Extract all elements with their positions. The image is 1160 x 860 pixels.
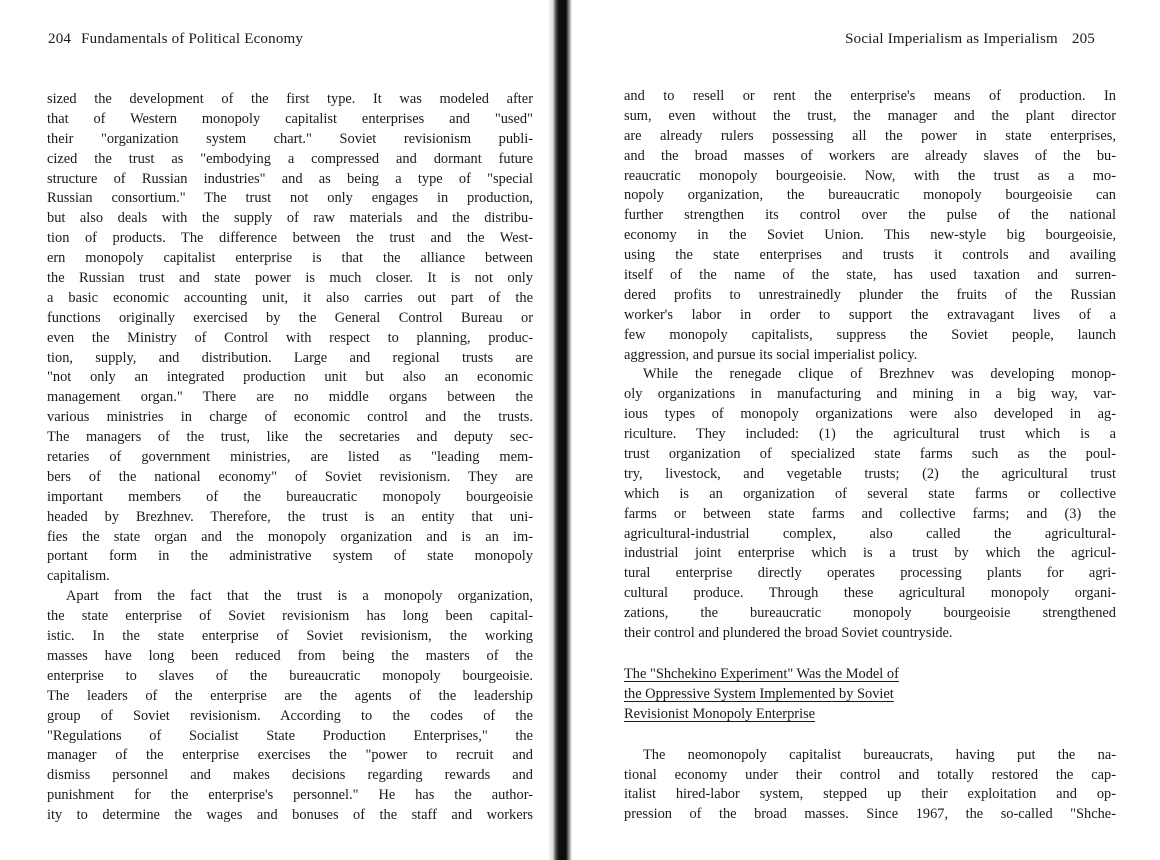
book-gutter [548, 0, 572, 860]
text-line: "not only an integrated production unit but also an economic [47, 369, 533, 386]
text-line: group of Soviet revisionism. According to the codes of the [47, 707, 533, 724]
text-line: tion of products. The difference between the trust and the West- [47, 230, 533, 247]
text-line: The leaders of the enterprise are the agents of the leadership [47, 687, 533, 704]
text-line: headed by Brezhnev. Therefore, the trust is an entity that uni- [47, 508, 533, 525]
text-line: the Russian trust and state power is much closer. It is not only [47, 270, 533, 287]
right-page-body-text [624, 87, 1116, 825]
text-line: worker's labor in order to support the extravagant lives of a [624, 306, 1116, 323]
text-line: istic. In the state enterprise of Soviet revisionism, the working [47, 628, 533, 645]
section-heading-line [624, 685, 1116, 705]
text-line: cultural produce. Through these agricultural monopoly organi- [624, 585, 1116, 602]
text-line: enterprise to slaves of the bureaucratic monopoly bourgeoisie. [47, 667, 533, 684]
text-line: trust organization of specialized state farms such as the poul- [624, 446, 1116, 463]
text-line: reaucratic monopoly bourgeoisie. Now, with the trust as a mo- [624, 167, 1116, 184]
text-line: capitalism. [47, 568, 110, 585]
text-line: The managers of the trust, like the secretaries and deputy sec- [47, 429, 533, 446]
text-line: their control and plundered the broad Soviet countryside. [624, 625, 953, 642]
text-line: ern monopoly capitalist enterprise is that the alliance between [47, 250, 533, 267]
text-line: industrial joint enterprise which is a trust by which the agricul- [624, 545, 1116, 562]
text-line: sum, even without the trust, the manager and the plant director [624, 107, 1116, 124]
text-line: portant form in the administrative system of state monopoly [47, 548, 533, 565]
text-line: punishment for the enterprise's personnel." He has the author- [47, 787, 533, 804]
left-page [0, 0, 548, 860]
running-head-right [845, 31, 1095, 48]
right-page [572, 0, 1160, 860]
text-line: tional economy under their control and totally restored the cap- [624, 766, 1116, 783]
text-line: further strengthen its control over the pulse of the national [624, 207, 1116, 224]
text-line: ious types of monopoly organizations were also developed in ag- [624, 406, 1116, 423]
section-heading-text: the Oppressive System Implemented by Soviet [624, 685, 894, 702]
page-number-left: 204 [48, 31, 72, 47]
text-line: economy in the Soviet Union. This new-style big bourgeoisie, [624, 227, 1116, 244]
text-line: which is an organization of several state farms or collective [624, 485, 1116, 502]
text-line: the state enterprise of Soviet revisionism has long been capital- [47, 608, 533, 625]
text-line: cized the trust as "embodying a compressed and dormant future [47, 150, 533, 167]
text-line: zations, the bureaucratic monopoly bourgeoisie strengthened [624, 605, 1116, 622]
text-line: but also deals with the supply of raw materials and the distribu- [47, 210, 533, 227]
text-line: aggression, and pursue its social imperialist policy. [624, 346, 918, 363]
section-heading-line [624, 665, 1116, 685]
text-line: that of Western monopoly capitalist enterprises and "used" [47, 110, 533, 127]
text-line: Russian consortium." The trust not only engages in production, [47, 190, 533, 207]
text-line: dered profits to unrestrainedly plunder the fruits of the Russian [624, 286, 1116, 303]
text-line: a basic economic accounting unit, it also carries out part of the [47, 289, 533, 306]
text-line: agricultural-industrial complex, also called the agricultural- [624, 525, 1116, 542]
text-line: Apart from the fact that the trust is a monopoly organization, [66, 588, 533, 605]
text-line: dismiss personnel and makes decisions regarding rewards and [47, 767, 533, 784]
text-line: manager of the enterprise exercises the "power to recruit and [47, 747, 533, 764]
text-line: The neomonopoly capitalist bureaucrats, having put the na- [643, 746, 1116, 763]
text-line: italist hired-labor system, stepped up their exploitation and op- [624, 786, 1116, 803]
text-line: retaries of government ministries, are listed as "leading mem- [47, 449, 533, 466]
text-line: masses have long been reduced from being the masters of the [47, 647, 533, 664]
text-line: try, livestock, and vegetable trusts; (2) the agricultural trust [624, 465, 1116, 482]
text-line: important members of the bureaucratic monopoly bourgeoisie [47, 488, 533, 505]
text-line: tural enterprise directly operates processing plants for agri- [624, 565, 1116, 582]
text-line: ity to determine the wages and bonuses of the staff and workers [47, 807, 533, 824]
section-heading-text: The "Shchekino Experiment" Was the Model of [624, 665, 899, 682]
text-line: various ministries in charge of economic control and the trusts. [47, 409, 533, 426]
text-line: management organ." There are no middle organs between the [47, 389, 533, 406]
text-line: oly organizations in manufacturing and mining in a big way, var- [624, 386, 1116, 403]
text-line: few monopoly capitalists, suppress the Soviet people, launch [624, 326, 1116, 343]
text-line: and the broad masses of workers are already slaves of the bu- [624, 147, 1116, 164]
text-line: using the state enterprises and trusts it controls and availing [624, 247, 1116, 264]
text-line: their "organization system chart." Soviet revisionism publi- [47, 130, 533, 147]
text-line: sized the development of the first type. It was modeled after [47, 91, 533, 107]
page-number-right: 205 [1071, 31, 1095, 47]
text-line: are already rulers possessing all the power in state enterprises, [624, 127, 1116, 144]
text-line: "Regulations of Socialist State Production Enterprises," the [47, 727, 533, 744]
section-heading-line [624, 705, 1116, 725]
text-line: functions originally exercised by the General Control Bureau or [47, 309, 533, 326]
text-line: nopoly organization, the bureaucratic monopoly bourgeoisie can [624, 187, 1116, 204]
running-head-title-right: Social Imperialism as Imperialism [845, 31, 1058, 47]
text-line: structure of Russian industries" and as being a type of "special [47, 170, 533, 187]
text-line: even the Ministry of Control with respect to planning, produc- [47, 329, 533, 346]
text-line: While the renegade clique of Brezhnev was developing monop- [643, 366, 1116, 383]
text-line: tion, supply, and distribution. Large and regional trusts are [47, 349, 533, 366]
text-line: pression of the broad masses. Since 1967, the so-called "Shche- [624, 806, 1116, 823]
text-line: itself of the name of the state, has used taxation and surren- [624, 267, 1116, 284]
paragraph-spacer [624, 644, 1116, 665]
running-head-title-left: Fundamentals of Political Economy [81, 31, 304, 47]
text-line: bers of the national economy" of Soviet revisionism. They are [47, 468, 533, 485]
text-line: fies the state organ and the monopoly organization and is an im- [47, 528, 533, 545]
text-line: riculture. They included: (1) the agricultural trust which is a [624, 426, 1116, 443]
text-line: farms or between state farms and collective farms; and (3) the [624, 505, 1116, 522]
paragraph-spacer [624, 725, 1116, 746]
running-head-left [48, 31, 303, 48]
section-heading-text: Revisionist Monopoly Enterprise [624, 705, 816, 722]
text-line: and to resell or rent the enterprise's means of production. In [624, 88, 1116, 104]
left-page-body-text [47, 90, 533, 826]
